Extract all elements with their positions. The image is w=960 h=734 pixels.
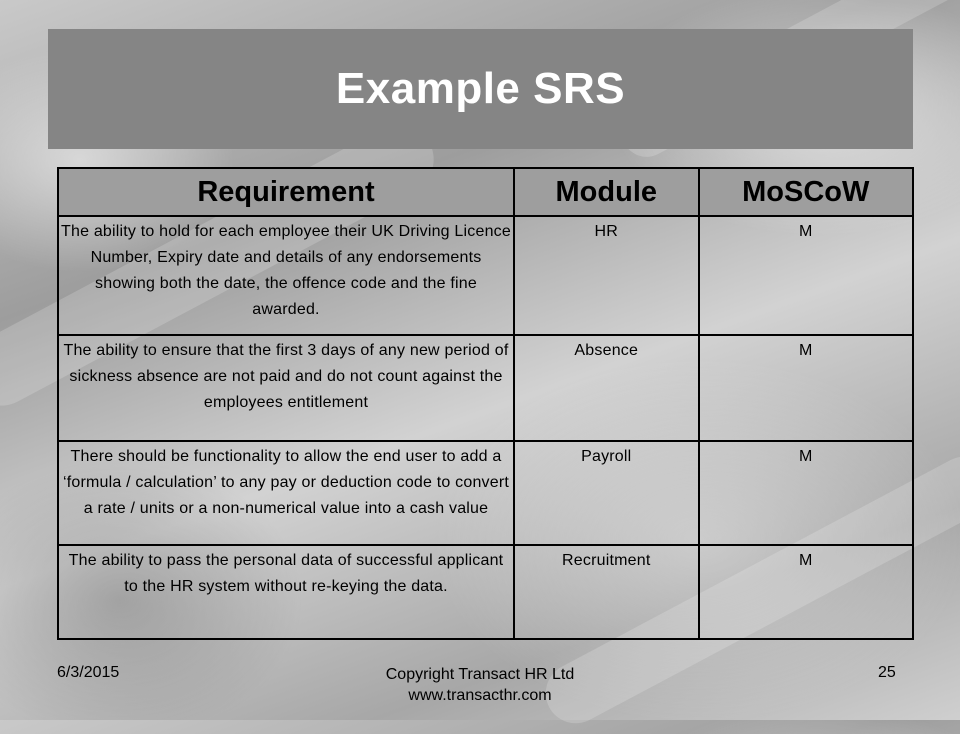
footer-copyright — [320, 664, 640, 706]
page-number: 25 — [878, 664, 896, 681]
moscow-cell: M — [699, 441, 913, 545]
table-row — [58, 441, 913, 545]
requirement-cell: The ability to hold for each employee their UK Driving Licence Number, Expiry date and details of any endorsements showing both the date, the offence code and the fine awarded. — [58, 216, 514, 335]
title-bar — [48, 29, 913, 149]
moscow-cell: M — [699, 335, 913, 441]
header-requirement: Requirement — [58, 168, 514, 216]
website-line: www.transacthr.com — [408, 687, 552, 704]
table-row — [58, 216, 913, 335]
module-cell: Absence — [514, 335, 699, 441]
requirements-table — [57, 167, 914, 640]
module-cell: HR — [514, 216, 699, 335]
requirement-cell: There should be functionality to allow the end user to add a ‘formula / calculation’ to any pay or deduction code to convert a rate / units or a non-numerical value into a cash value — [58, 441, 514, 545]
requirement-cell: The ability to ensure that the first 3 days of any new period of sickness absence are not paid and do not count against the employees entitlement — [58, 335, 514, 441]
moscow-cell: M — [699, 545, 913, 639]
module-cell: Payroll — [514, 441, 699, 545]
table-row — [58, 545, 913, 639]
table-row — [58, 335, 913, 441]
moscow-cell: M — [699, 216, 913, 335]
copyright-line: Copyright Transact HR Ltd — [385, 666, 575, 683]
slide-title: Example SRS — [335, 64, 626, 113]
header-module: Module — [514, 168, 699, 216]
table-header-row — [58, 168, 913, 216]
requirement-cell: The ability to pass the personal data of successful applicant to the HR system without re-keying the data. — [58, 545, 514, 639]
module-cell: Recruitment — [514, 545, 699, 639]
footer-date: 6/3/2015 — [57, 664, 120, 681]
header-moscow: MoSCoW — [699, 168, 913, 216]
